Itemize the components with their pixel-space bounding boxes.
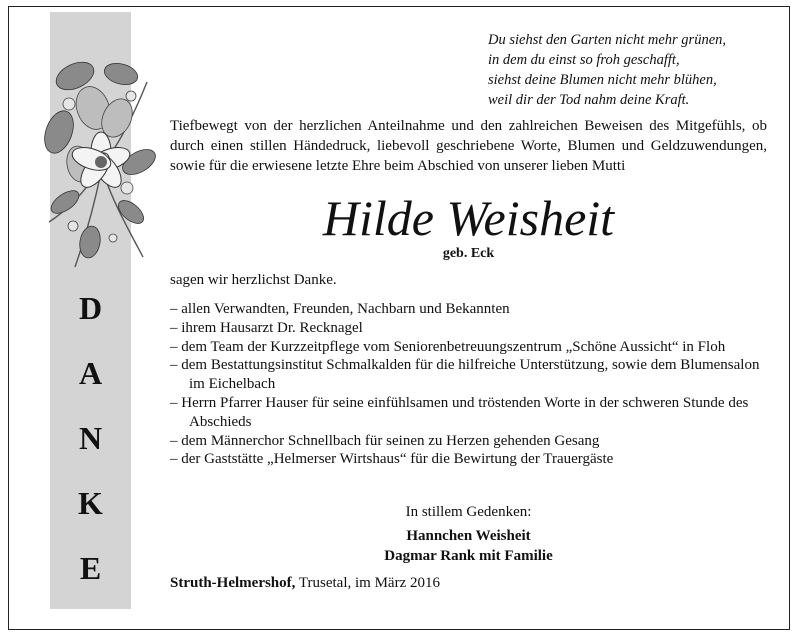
maiden-name: geb. Eck <box>442 246 495 261</box>
poem-line: Du siehst den Garten nicht mehr grünen, <box>488 32 727 48</box>
poem <box>488 30 778 110</box>
list-item: – dem Team der Kurzzeitpflege vom Seniorenbetreuungszentrum „Schöne Aussicht“ in Floh <box>170 338 726 355</box>
danke-letter: A <box>78 355 103 391</box>
danke-letter: E <box>79 550 102 586</box>
list-item: – Herrn Pfarrer Hauser für seine einfühlsamen und tröstenden Worte in der schweren Stunde des Abschieds <box>170 394 749 430</box>
flower-bouquet-icon <box>35 52 165 272</box>
list-item: – allen Verwandten, Freunden, Nachbarn und Bekannten <box>170 301 510 317</box>
thanks-line: sagen wir herzlichst Danke. <box>170 272 337 288</box>
signer-name: Dagmar Rank mit Familie <box>384 548 553 564</box>
danke-letter: N <box>78 420 103 456</box>
danke-vertical <box>50 292 131 617</box>
thanks-list <box>170 300 767 469</box>
danke-letter: K <box>78 485 103 521</box>
poem-line: siehst deine Blumen nicht mehr blühen, <box>488 72 717 88</box>
intro-paragraph: Tiefbewegt von der herzlichen Anteilnahme und den zahlreichen Beweisen des Mitgefühls, ob durch einen stillen Händedruck, liebevoll geschriebene Worte, Blumen und Geldzuwendungen, sowie für die erwiesene letzte Ehre beim Abschied von unserer lieben Mutti <box>170 118 767 174</box>
list-item: – ihrem Hausarzt Dr. Recknagel <box>170 319 363 336</box>
poem-line: weil dir der Tod nahm deine Kraft. <box>488 92 690 108</box>
list-item: – dem Männerchor Schnellbach für seinen zu Herzen gehenden Gesang <box>170 432 600 449</box>
signer-name: Hannchen Weisheit <box>406 528 531 544</box>
place-date-text: Trusetal, im März 2016 <box>295 575 440 591</box>
memory-line: In stillem Gedenken: <box>405 504 532 520</box>
danke-letter: D <box>78 290 103 326</box>
memory-block <box>170 502 767 566</box>
deceased-name: Hilde Weisheit <box>322 190 615 246</box>
list-item: – der Gaststätte „Helmerser Wirtshaus“ für die Bewirtung der Trauergäste <box>170 451 614 468</box>
place-date <box>170 575 440 592</box>
poem-line: in dem du einst so froh geschafft, <box>488 52 680 68</box>
place-name: Struth-Helmershof, <box>170 575 296 591</box>
list-item: – dem Bestattungsinstitut Schmalkalden für die hilfreiche Unterstützung, sowie dem Blumensalon im Eichelbach <box>170 357 760 393</box>
